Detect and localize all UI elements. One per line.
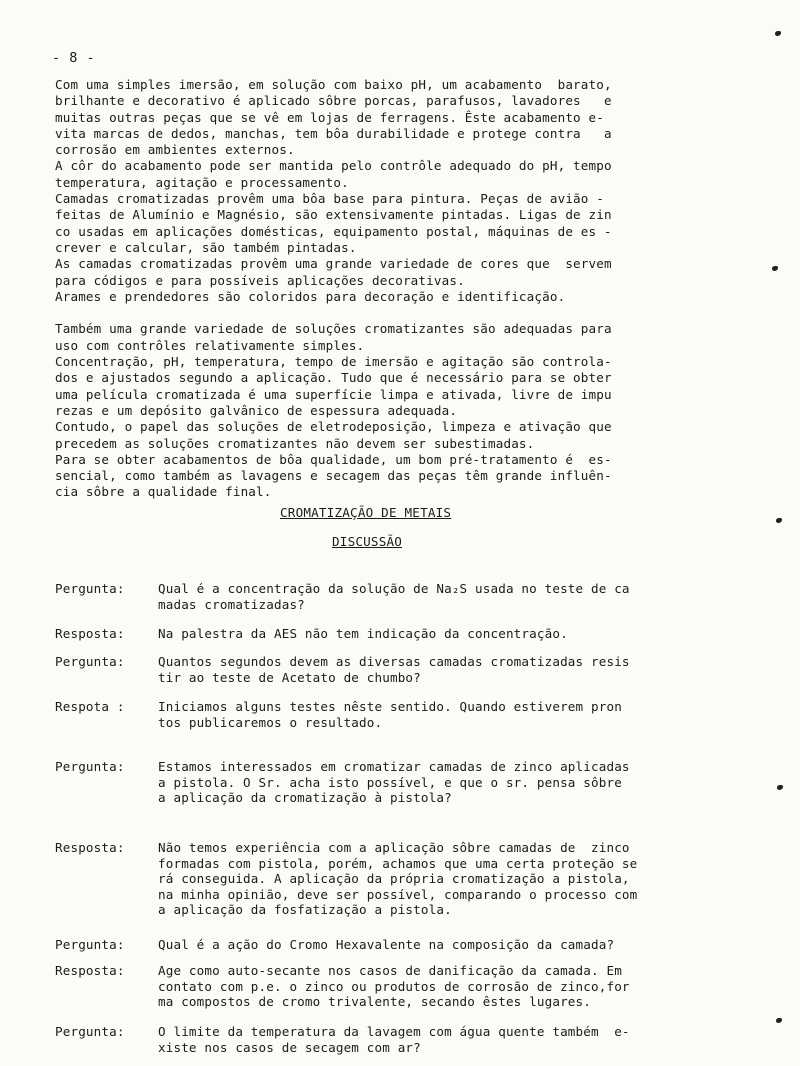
- text-line: Na palestra da AES não tem indicação da concentração.: [158, 626, 568, 641]
- scan-speck: [775, 31, 781, 36]
- speaker-label: Resposta:: [55, 626, 125, 641]
- text-line: ma compostos de cromo trivalente, secando êstes lugares.: [158, 994, 591, 1009]
- qa-entry: [55, 963, 775, 1024]
- qa-entry: [55, 626, 775, 654]
- text-line: muitas outras peças que se vê em lojas de ferragens. Êste acabamento e-: [55, 109, 604, 125]
- text-line: Qual é a ação do Cromo Hexavalente na composição da camada?: [158, 937, 615, 952]
- text-line: dos e ajustados segundo a aplicação. Tudo que é necessário para se obter: [55, 370, 612, 386]
- entry-text: [158, 937, 775, 963]
- entry-text: [158, 699, 775, 759]
- discussion-list: [55, 581, 775, 1059]
- text-line: Não temos experiência com a aplicação sôbre camadas de zinco: [158, 840, 630, 855]
- text-line: Com uma simples imersão, em solução com baixo pH, um acabamento barato,: [55, 77, 612, 92]
- text-line: As camadas cromatizadas provêm uma grande variedade de cores que servem: [55, 256, 612, 272]
- text-line: temperatura, agitação e processamento.: [55, 174, 349, 190]
- scan-speck: [772, 266, 778, 271]
- text-line: Age como auto-secante nos casos de danificação da camada. Em: [158, 963, 622, 978]
- entry-text: [158, 840, 775, 937]
- text-line: uma película cromatizada é uma superfície limpa e ativada, livre de impu: [55, 386, 612, 402]
- entry-text: [158, 1024, 775, 1059]
- entry-text: [158, 626, 775, 654]
- text-line: A côr do acabamento pode ser mantida pelo contrôle adequado do pH, tempo: [55, 158, 612, 174]
- text-line: Qual é a concentração da solução de Na₂S usada no teste de ca: [158, 581, 630, 596]
- section-subheading: DISCUSSÃO: [332, 534, 403, 549]
- text-line: xiste nos casos de secagem com ar?: [158, 1039, 421, 1055]
- text-line: madas cromatizadas?: [158, 596, 305, 612]
- text-line: cia sôbre a qualidade final.: [55, 484, 272, 500]
- entry-text: [158, 963, 775, 1024]
- scan-speck: [777, 785, 783, 790]
- qa-entry: [55, 840, 775, 937]
- text-line: precedem as soluções cromatizantes não devem ser subestimadas.: [55, 435, 535, 451]
- scan-speck: [776, 518, 782, 523]
- text-line: formadas com pistola, porém, achamos que uma certa proteção se: [158, 855, 638, 871]
- text-line: a aplicação da cromatização à pistola?: [158, 790, 452, 805]
- speaker-label: Resposta:: [55, 840, 125, 855]
- text-line: a pistola. O Sr. acha isto possível, e que o sr. pensa sôbre: [158, 774, 622, 790]
- page-number: - 8 -: [52, 50, 96, 66]
- text-line: Iniciamos alguns testes nêste sentido. Quando estiverem pron: [158, 699, 622, 714]
- text-line: contato com p.e. o zinco ou produtos de corrosão de zinco,for: [158, 978, 630, 994]
- entry-text: [158, 581, 775, 626]
- text-line: feitas de Alumínio e Magnésio, são extensivamente pintadas. Ligas de zin: [55, 207, 612, 223]
- text-line: Estamos interessados em cromatizar camadas de zinco aplicadas: [158, 759, 630, 774]
- qa-entry: [55, 654, 775, 699]
- speaker-label: Resposta:: [55, 963, 125, 978]
- qa-entry: [55, 759, 775, 840]
- text-line: tir ao teste de Acetato de chumbo?: [158, 669, 421, 685]
- text-line: Camadas cromatizadas provêm uma bôa base para pintura. Peças de avião -: [55, 191, 604, 207]
- text-line: para códigos e para possíveis aplicações decorativas.: [55, 272, 465, 288]
- qa-entry: [55, 937, 775, 963]
- entry-text: [158, 654, 775, 699]
- text-line: tos publicaremos o resultado.: [158, 714, 383, 730]
- text-line: Também uma grande variedade de soluções cromatizantes são adequadas para: [55, 321, 612, 337]
- speaker-label: Pergunta:: [55, 654, 125, 669]
- text-line: Para se obter acabamentos de bôa qualidade, um bom pré-tratamento é es-: [55, 451, 612, 467]
- text-line: uso com contrôles relativamente simples.: [55, 337, 365, 353]
- text-line: O limite da temperatura da lavagem com água quente também e-: [158, 1024, 630, 1039]
- text-line: rezas e um depósito galvânico de espessura adequada.: [55, 402, 458, 418]
- paragraph-gap: [55, 305, 755, 321]
- text-line: Quantos segundos devem as diversas camadas cromatizadas resis: [158, 654, 630, 669]
- scan-speck: [776, 1018, 782, 1023]
- text-line: sencial, como também as lavagens e secagem das peças têm grande influên-: [55, 468, 612, 484]
- speaker-label: Pergunta:: [55, 1024, 125, 1039]
- text-line: vita marcas de dedos, manchas, tem bôa durabilidade e protege contra a: [55, 125, 612, 141]
- text-line: co usadas em aplicações domésticas, equipamento postal, máquinas de es -: [55, 223, 612, 239]
- qa-entry: [55, 581, 775, 626]
- body-text: [55, 77, 755, 501]
- text-line: Arames e prendedores são coloridos para decoração e identificação.: [55, 288, 566, 304]
- text-line: rá conseguida. A aplicação da própria cromatização a pistola,: [158, 871, 630, 886]
- section-heading: CROMATIZAÇÃO DE METAIS: [280, 505, 452, 520]
- speaker-label: Pergunta:: [55, 759, 125, 774]
- text-line: a aplicação da fosfatização a pistola.: [158, 902, 452, 917]
- speaker-label: Respota :: [55, 699, 125, 714]
- text-line: na minha opinião, deve ser possível, comparando o processo com: [158, 886, 638, 902]
- text-line: crever e calcular, são também pintadas.: [55, 239, 357, 255]
- text-line: corrosão em ambientes externos.: [55, 142, 295, 158]
- qa-entry: [55, 699, 775, 759]
- text-line: Concentração, pH, temperatura, tempo de imersão e agitação são controla-: [55, 354, 612, 370]
- speaker-label: Pergunta:: [55, 581, 125, 596]
- entry-text: [158, 759, 775, 840]
- text-line: brilhante e decorativo é aplicado sôbre porcas, parafusos, lavadores e: [55, 93, 612, 109]
- qa-entry: [55, 1024, 775, 1059]
- speaker-label: Pergunta:: [55, 937, 125, 952]
- text-line: Contudo, o papel das soluções de eletrodeposição, limpeza e ativação que: [55, 419, 612, 435]
